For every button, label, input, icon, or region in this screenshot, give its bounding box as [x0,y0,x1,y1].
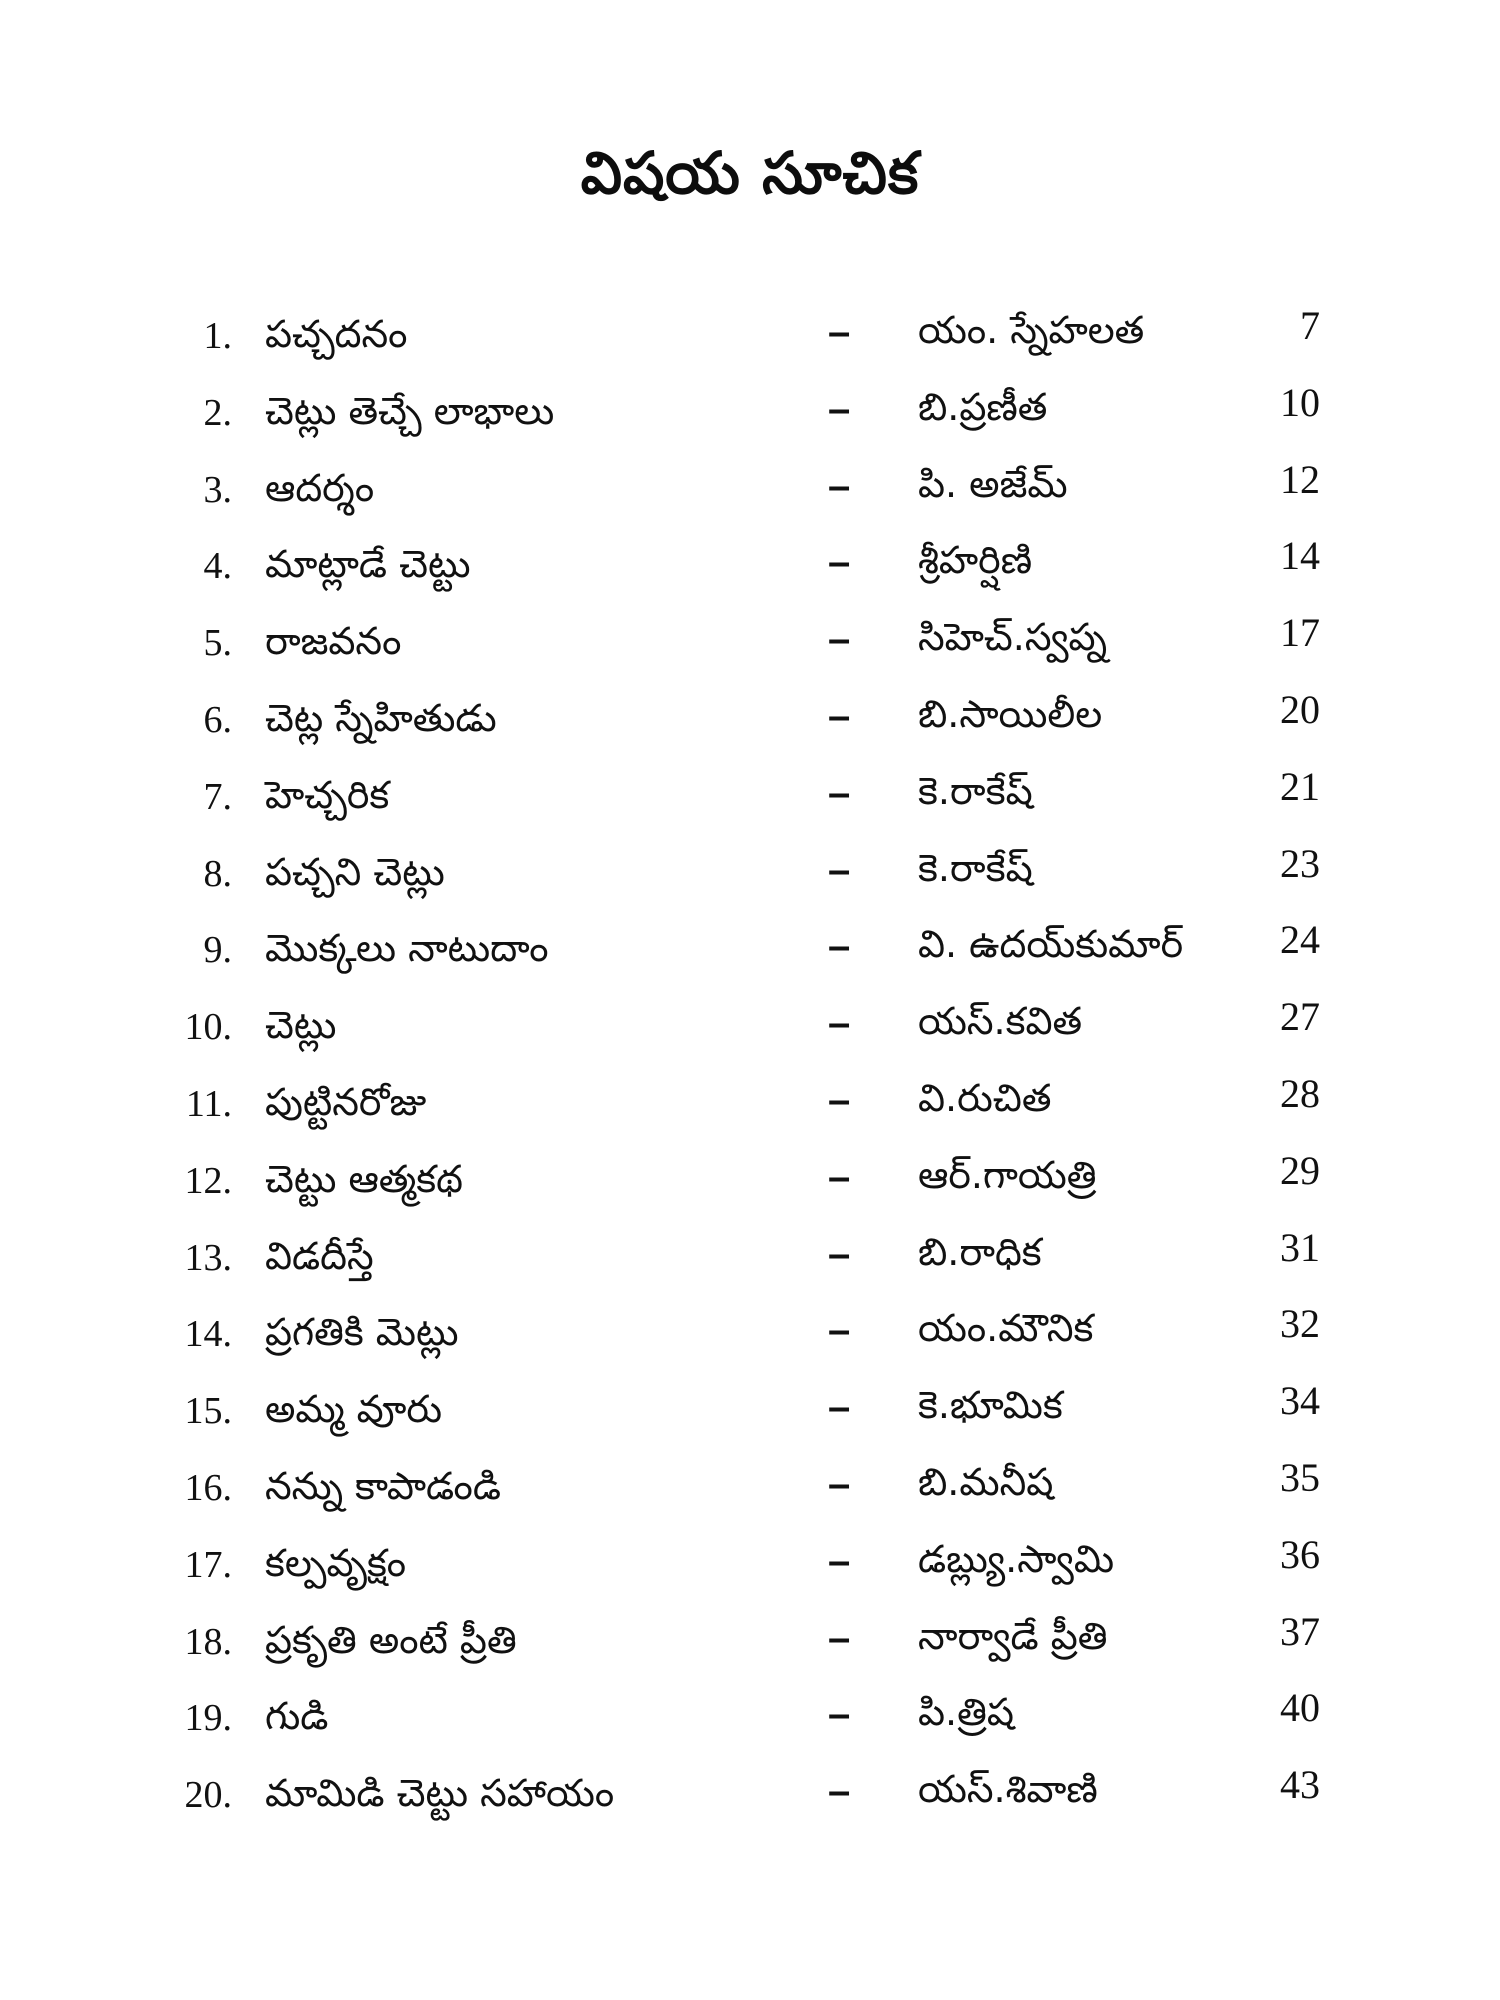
entry-separator: – [828,1769,851,1814]
entry-separator: – [828,1461,851,1506]
entry-title: ప్రగతికి మెట్లు [265,1310,459,1355]
toc-entry [0,1375,1500,1452]
entry-separator: – [828,386,851,431]
toc-entry [0,914,1500,991]
entry-page-number: 31 [1280,1224,1320,1270]
entry-title: నన్ను కాపాడండి [265,1463,501,1508]
entry-separator: – [828,847,851,892]
entry-author: పి.త్రిష [918,1690,1014,1735]
entry-author: వి.రుచిత [918,1075,1052,1120]
table-of-contents [0,300,1500,1836]
entry-separator: – [828,1154,851,1199]
toc-entry [0,838,1500,915]
entry-page-number: 14 [1280,533,1320,579]
entry-title: పుట్టినరోజు [265,1079,427,1124]
toc-entry [0,1145,1500,1222]
entry-author: వి. ఉదయ్‌కుమార్ [918,922,1184,967]
toc-entry [0,1529,1500,1606]
entry-page-number: 17 [1280,610,1320,656]
toc-entry [0,1068,1500,1145]
entry-title: పచ్చని చెట్లు [265,849,445,894]
toc-entry [0,1452,1500,1529]
entry-number: 17. [184,1543,232,1586]
entry-number: 10. [184,1006,232,1049]
entry-page-number: 7 [1300,303,1320,348]
entry-author: నార్వాడే ప్రీతి [918,1613,1108,1658]
entry-number: 20. [184,1774,232,1817]
entry-author: ఆర్.గాయత్రి [918,1152,1097,1197]
entry-page-number: 20 [1280,686,1320,732]
toc-entry [0,300,1500,377]
toc-entry [0,991,1500,1068]
entry-number: 11. [185,1082,232,1125]
entry-title: చెట్లు తెచ్చే లాభాలు [265,388,555,433]
toc-entry [0,1682,1500,1759]
entry-title: గుడి [265,1694,329,1739]
entry-separator: – [828,1231,851,1276]
entry-title: రాజవనం [265,619,402,664]
entry-title: మాట్లాడే చెట్టు [265,542,471,587]
entry-author: యం.మౌనిక [918,1306,1094,1351]
entry-title: విడదీస్తే [265,1233,374,1278]
entry-number: 9. [203,929,232,972]
entry-page-number: 35 [1280,1454,1320,1500]
toc-entry [0,761,1500,838]
entry-title: కల్పవృక్షం [265,1540,407,1585]
entry-title: అమ్మ వూరు [265,1387,443,1432]
entry-page-number: 29 [1280,1147,1320,1193]
entry-separator: – [828,1385,851,1430]
entry-separator: – [828,1077,851,1122]
entry-number: 7. [203,775,232,818]
toc-entry [0,1222,1500,1299]
entry-author: కె.భూమిక [918,1383,1063,1428]
entry-page-number: 37 [1280,1608,1320,1654]
entry-author: పి. అజేమ్ [918,461,1068,506]
entry-number: 8. [203,852,232,895]
toc-entry [0,530,1500,607]
entry-author: బి.రాధిక [918,1229,1042,1274]
entry-title: మామిడి చెట్టు సహాయం [265,1771,615,1816]
entry-number: 5. [203,622,232,665]
entry-separator: – [828,310,851,354]
toc-entry [0,1606,1500,1683]
entry-author: బి.మనీష [918,1459,1054,1504]
entry-author: యస్.శివాణి [918,1767,1098,1812]
entry-title: హెచ్చరిక [265,772,390,817]
entry-page-number: 21 [1280,763,1320,809]
page-title: విషయ సూచిక [580,138,920,207]
entry-separator: – [828,463,851,508]
entry-author: శ్రీహర్షిణి [918,538,1033,583]
entry-separator: – [828,1308,851,1353]
entry-number: 19. [184,1697,232,1740]
entry-author: డబ్ల్యు.స్వామి [918,1536,1115,1581]
entry-number: 6. [203,698,232,741]
entry-page-number: 27 [1280,994,1320,1040]
entry-title: పచ్చదనం [265,312,408,356]
toc-entry [0,684,1500,761]
entry-number: 13. [184,1236,232,1279]
entry-author: కె.రాకేష్ [918,768,1033,813]
entry-title: ఆదర్శం [265,465,375,510]
entry-number: 15. [184,1390,232,1433]
entry-page-number: 32 [1280,1301,1320,1347]
entry-number: 1. [203,315,232,357]
entry-title: చెట్టు ఆత్మకథ [265,1156,463,1201]
toc-entry [0,1759,1500,1836]
toc-entry [0,377,1500,454]
entry-page-number: 36 [1280,1531,1320,1577]
entry-title: మొక్కలు నాటుదాం [265,926,549,971]
entry-page-number: 43 [1280,1762,1320,1808]
entry-number: 2. [203,391,232,434]
entry-separator: – [828,1692,851,1737]
entry-page-number: 34 [1280,1378,1320,1424]
entry-title: ప్రకృతి అంటే ప్రీతి [265,1617,517,1662]
entry-number: 16. [184,1466,232,1509]
entry-separator: – [828,540,851,585]
entry-page-number: 23 [1280,840,1320,886]
entry-author: సిహెచ్.స్వప్న [918,615,1108,660]
entry-page-number: 10 [1280,379,1320,425]
entry-number: 4. [203,545,232,588]
entry-number: 18. [184,1620,232,1663]
toc-entry [0,607,1500,684]
entry-separator: – [828,693,851,738]
entry-page-number: 40 [1280,1685,1320,1731]
entry-author: యం. స్నేహలత [918,308,1145,352]
entry-author: కె.రాకేష్ [918,845,1033,890]
entry-page-number: 12 [1280,456,1320,502]
entry-separator: – [828,770,851,815]
entry-number: 14. [184,1313,232,1356]
entry-separator: – [828,1001,851,1046]
entry-number: 12. [184,1159,232,1202]
entry-author: బి.సాయిలీల [918,691,1103,736]
entry-number: 3. [203,468,232,511]
entry-page-number: 28 [1280,1070,1320,1116]
toc-entry [0,454,1500,531]
entry-separator: – [828,617,851,662]
entry-separator: – [828,924,851,969]
entry-separator: – [828,1615,851,1660]
entry-separator: – [828,1538,851,1583]
entry-page-number: 24 [1280,917,1320,963]
entry-title: చెట్లు [265,1003,337,1048]
entry-author: యస్.కవిత [918,999,1083,1044]
toc-entry [0,1298,1500,1375]
entry-author: బి.ప్రణీత [918,384,1048,429]
entry-title: చెట్ల స్నేహితుడు [265,695,497,740]
